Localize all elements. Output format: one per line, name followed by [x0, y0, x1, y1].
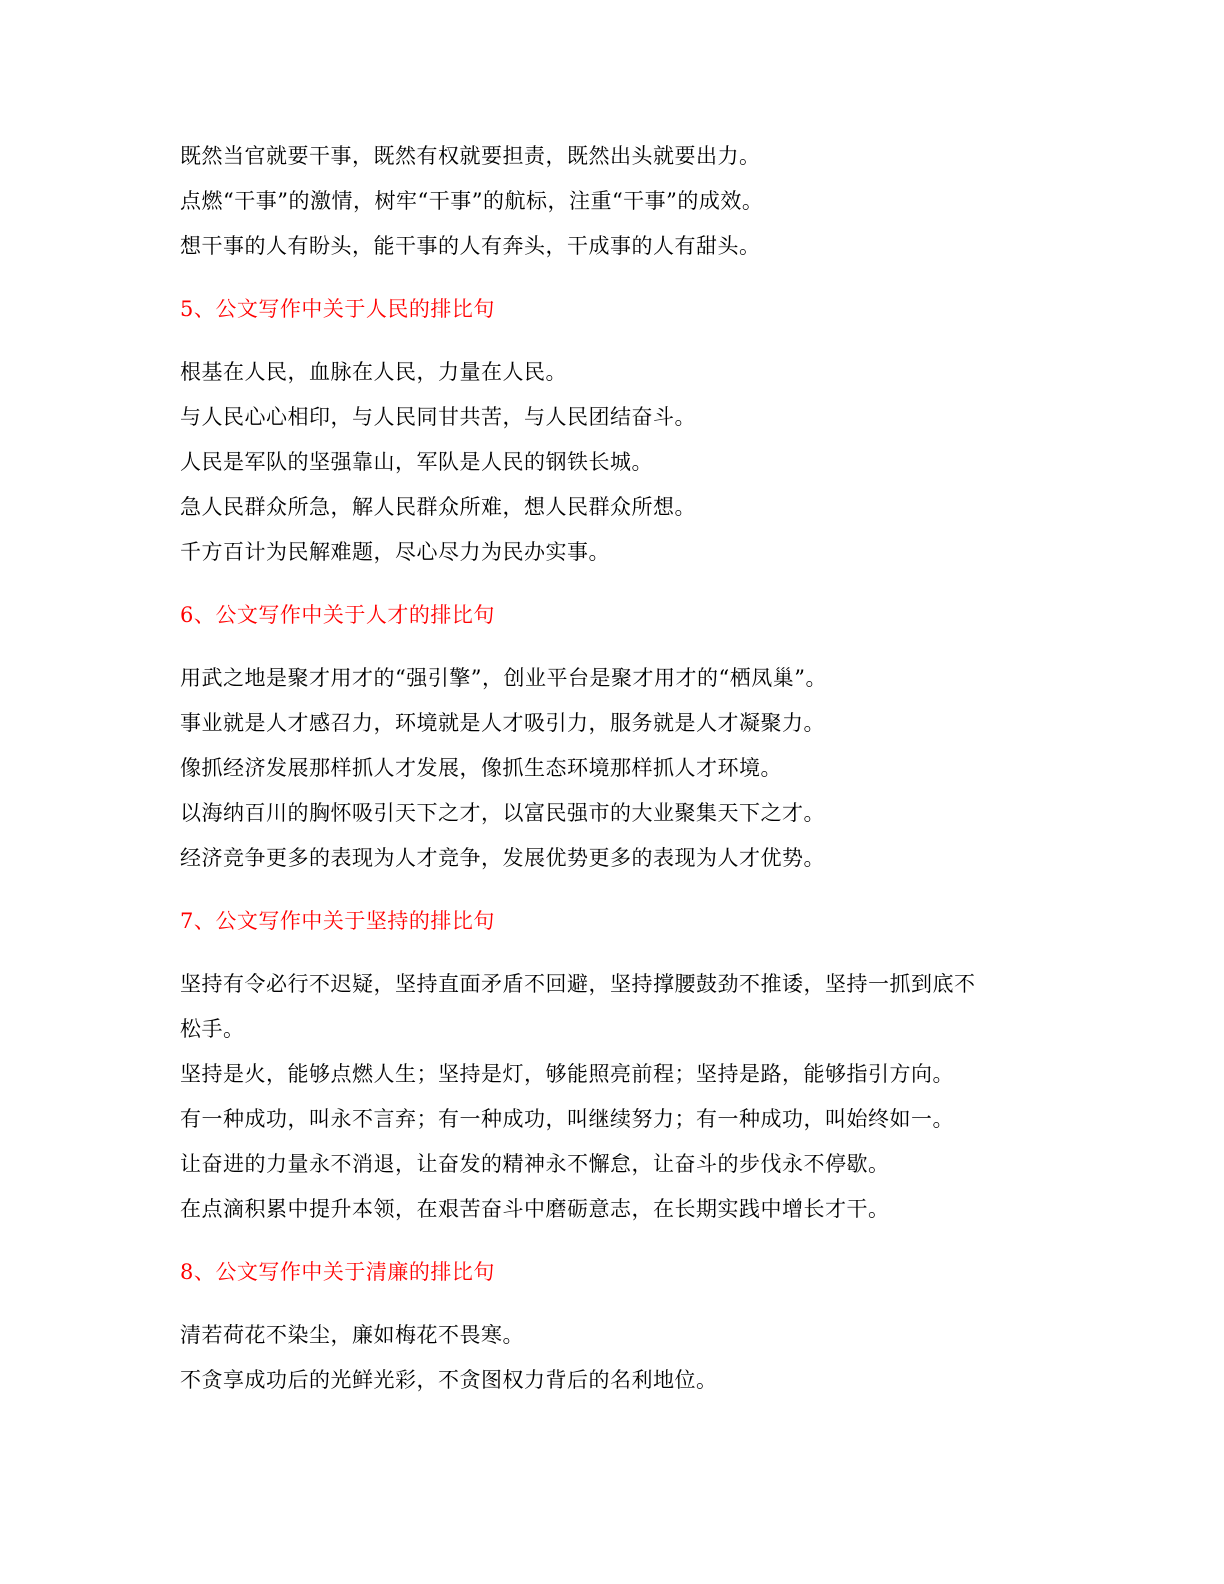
text-line: 松手。 [180, 1017, 245, 1041]
text-line: 与人民心心相印，与人民同甘共苦，与人民团结奋斗。 [180, 405, 696, 429]
section-heading: 6、公文写作中关于人才的排比句 [180, 603, 495, 627]
text-line: 根基在人民，血脉在人民，力量在人民。 [180, 360, 567, 384]
text-line: 坚持有令必行不迟疑，坚持直面矛盾不回避，坚持撑腰鼓劲不推诿，坚持一抓到底不 [180, 972, 976, 996]
text-line: 急人民群众所急，解人民群众所难，想人民群众所想。 [180, 495, 696, 519]
text-line: 以海纳百川的胸怀吸引天下之才，以富民强市的大业聚集天下之才。 [180, 801, 825, 825]
text-line: 不贪享成功后的光鲜光彩，不贪图权力背后的名利地位。 [180, 1368, 718, 1392]
text-line: 想干事的人有盼头，能干事的人有奔头，干成事的人有甜头。 [180, 234, 761, 258]
text-line: 人民是军队的坚强靠山，军队是人民的钢铁长城。 [180, 450, 653, 474]
text-line: 千方百计为民解难题，尽心尽力为民办实事。 [180, 540, 610, 564]
intro-block [180, 134, 1040, 269]
text-line: 事业就是人才感召力，环境就是人才吸引力，服务就是人才凝聚力。 [180, 711, 825, 735]
text-line: 点燃“干事”的激情，树牢“干事”的航标，注重“干事”的成效。 [180, 189, 764, 213]
text-line: 用武之地是聚才用才的“强引擎”，创业平台是聚才用才的“栖凤巢”。 [180, 666, 827, 690]
text-line: 既然当官就要干事，既然有权就要担责，既然出头就要出力。 [180, 144, 761, 168]
text-line: 经济竞争更多的表现为人才竞争，发展优势更多的表现为人才优势。 [180, 846, 825, 870]
section-talent [180, 593, 1040, 881]
document-page [180, 134, 1040, 1403]
section-heading: 7、公文写作中关于坚持的排比句 [180, 909, 495, 933]
section-heading: 8、公文写作中关于清廉的排比句 [180, 1260, 495, 1284]
text-line: 在点滴积累中提升本领，在艰苦奋斗中磨砺意志，在长期实践中增长才干。 [180, 1197, 890, 1221]
section-heading: 5、公文写作中关于人民的排比句 [180, 297, 495, 321]
text-line: 坚持是火，能够点燃人生；坚持是灯，够能照亮前程；坚持是路，能够指引方向。 [180, 1062, 954, 1086]
section-people [180, 287, 1040, 575]
section-persistence [180, 899, 1040, 1232]
section-integrity [180, 1250, 1040, 1403]
text-line: 有一种成功，叫永不言弃；有一种成功，叫继续努力；有一种成功，叫始终如一。 [180, 1107, 954, 1131]
text-line: 清若荷花不染尘，廉如梅花不畏寒。 [180, 1323, 524, 1347]
text-line: 像抓经济发展那样抓人才发展，像抓生态环境那样抓人才环境。 [180, 756, 782, 780]
text-line: 让奋进的力量永不消退，让奋发的精神永不懈怠，让奋斗的步伐永不停歇。 [180, 1152, 890, 1176]
